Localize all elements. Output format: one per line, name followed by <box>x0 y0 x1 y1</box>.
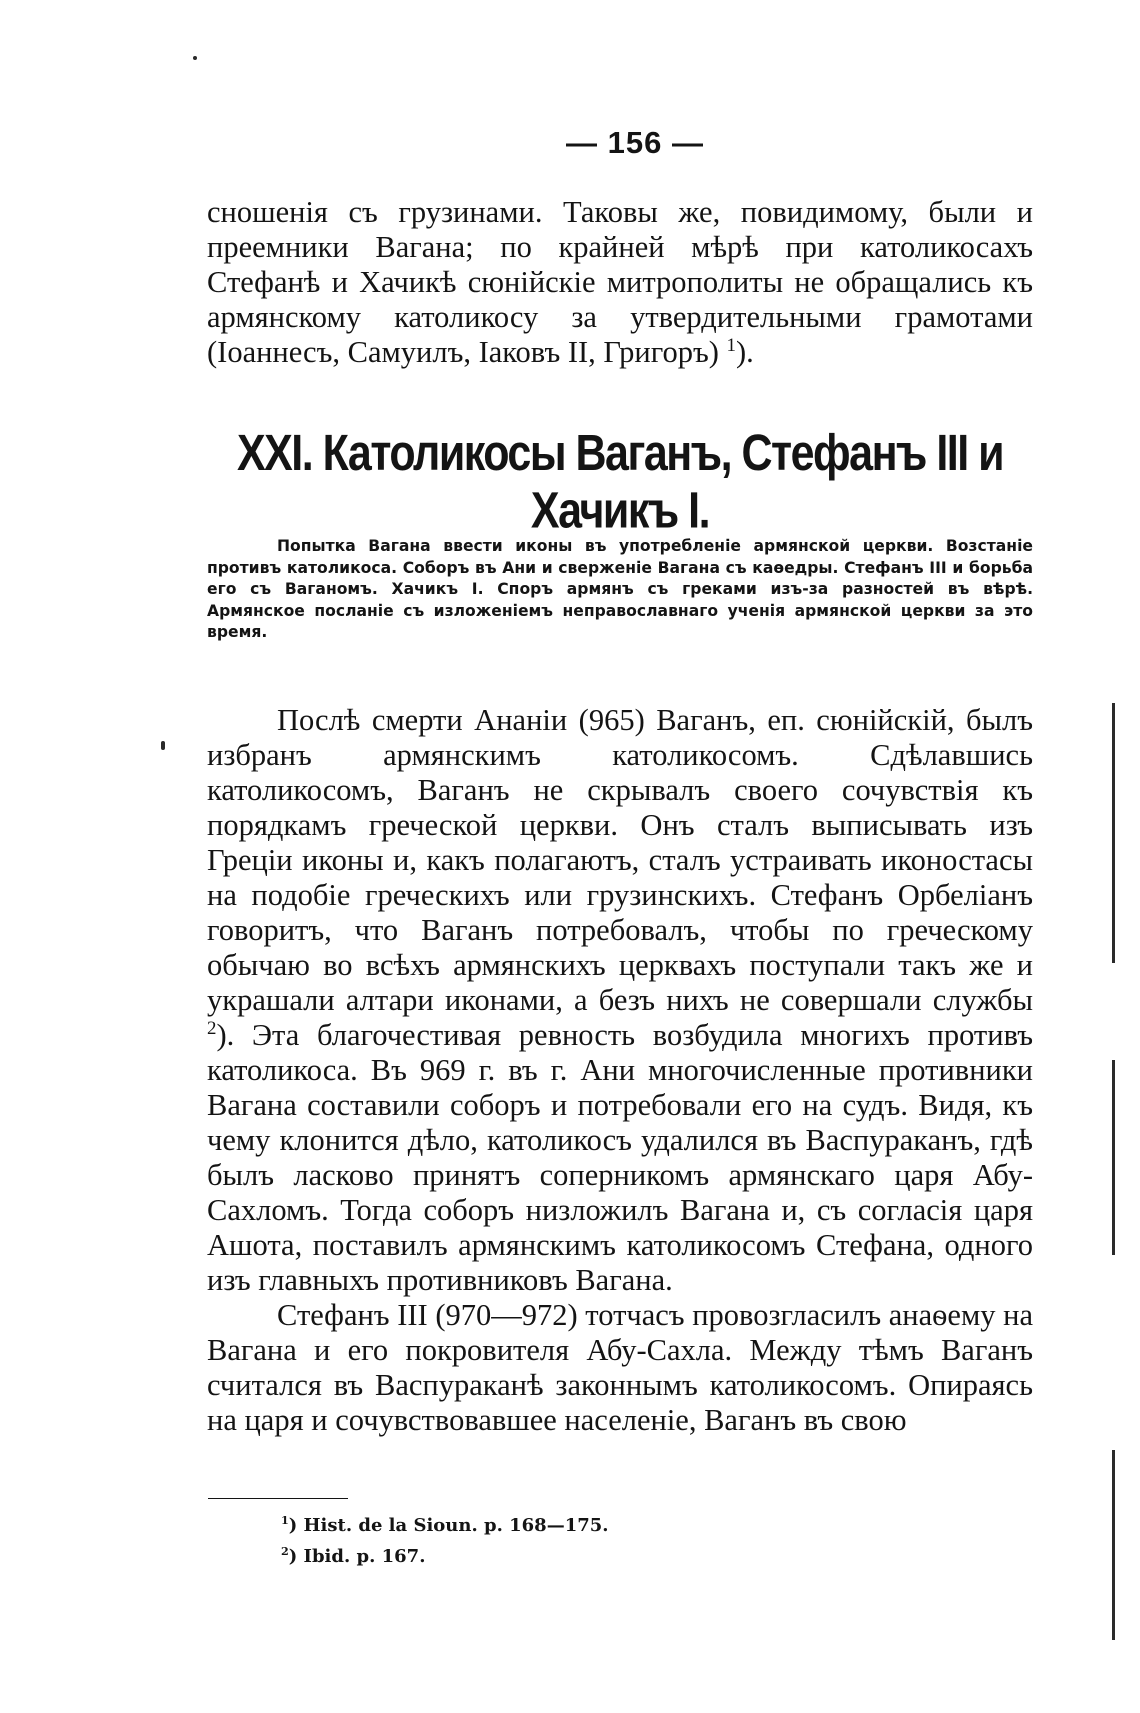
margin-rule <box>1112 1450 1115 1640</box>
footnote-ref-2[interactable]: 2 <box>207 1017 217 1039</box>
continuation-paragraph: сношенія съ грузинами. Таковы же, повидимому, были и преемники Вагана; по крайней мѣрѣ при католикосахъ Стефанѣ и Хачикѣ сюнійскіе митрополиты не обращались къ армянскому католикосу за утвердительными грамотами (Іоаннесъ, Самуилъ, Іаковъ II, Григоръ) $^1$). <box>207 195 1033 369</box>
page-number: — 156 — <box>566 125 704 160</box>
scan-speck <box>161 741 165 750</box>
footnote-ref-1[interactable]: 1 <box>726 334 736 356</box>
footnote-text: ) Ibid. p. 167. <box>288 1546 426 1567</box>
continuation-text: сношенія съ грузинами. Таковы же, повидимому, были и преемники Вагана; по крайней мѣрѣ при католикосахъ Стефанѣ и Хачикѣ сюнійскіе митрополиты не обращались къ армянскому католикосу за утвердительными грамотами (Іоаннесъ, Самуилъ, Іаковъ II, Григоръ) <box>207 195 1033 369</box>
margin-rule <box>1112 1060 1115 1255</box>
paragraph1-text-b: ). Эта благочестивая ревность возбудила многихъ противъ католикоса. Въ 969 г. въ г. Ани многочисленные противники Вагана составили соборъ и потребовали его на судъ. Видя, къ чему клонится дѣло, католикосъ удалился въ Васпураканъ, гдѣ былъ ласково принятъ соперникомъ армянскаго царя Абу-Сахломъ. Тогда соборъ низложилъ Вагана и, съ согласія царя Ашота, поставилъ армянскимъ католикосомъ Стефана, одного изъ главныхъ противниковъ Вагана. <box>207 1018 1033 1297</box>
body-paragraph-2: Стефанъ III (970—972) тотчасъ провозгласилъ анаѳему на Вагана и его покровителя Абу-Сахла. Между тѣмъ Ваганъ считался въ Васпураканѣ законнымъ католикосомъ. Опираясь на царя и сочувствовавшее населеніе, Ваганъ въ свою <box>207 1298 1033 1437</box>
footnote-2 <box>281 1546 425 1568</box>
chapter-summary: Попытка Вагана ввести иконы въ употребленіе армянской церкви. Возстаніе противъ католикоса. Соборъ въ Ани и сверженіе Вагана съ каѳедры. Стефанъ III и борьба его съ Ваганомъ. Хачикъ I. Споръ армянъ съ греками изъ-за разностей въ вѣрѣ. Армянское посланіе съ изложеніемъ неправославнаго ученія армянской церкви за это время. <box>207 537 1033 641</box>
footnote-mark: 2 <box>281 1545 289 1558</box>
body-block <box>207 703 1033 1438</box>
continuation-block <box>207 195 1033 370</box>
chapter-title: XXI. Католикосы Ваганъ, Стефанъ III и Хачикъ I. <box>236 425 1004 540</box>
scan-speck <box>193 56 197 60</box>
footnote-mark: 1 <box>281 1514 289 1527</box>
body-paragraph-1 <box>207 703 1033 1298</box>
margin-rule <box>1112 703 1115 963</box>
paragraph1-text-a: Послѣ смерти Ананіи (965) Ваганъ, еп. сюнійскій, былъ избранъ армянскимъ католикосомъ. Сдѣлавшись католикосомъ, Ваганъ не скрывалъ своего сочувствія къ порядкамъ греческой церкви. Онъ сталъ выписывать изъ Греціи иконы и, какъ полагаютъ, сталъ устраивать иконостасы на подобіе греческихъ или грузинскихъ. Стефанъ Орбеліанъ говоритъ, что Ваганъ потребовалъ, чтобы по греческому обычаю во всѣхъ армянскихъ церквахъ поступали такъ же и украшали алтари иконами, а безъ нихъ не совершали службы <box>207 703 1033 1017</box>
footnote-1 <box>281 1515 609 1537</box>
footnote-divider <box>208 1498 348 1499</box>
continuation-end: . <box>746 335 754 369</box>
footnote-text: ) Hist. de la Sioun. p. 168—175. <box>288 1515 609 1536</box>
